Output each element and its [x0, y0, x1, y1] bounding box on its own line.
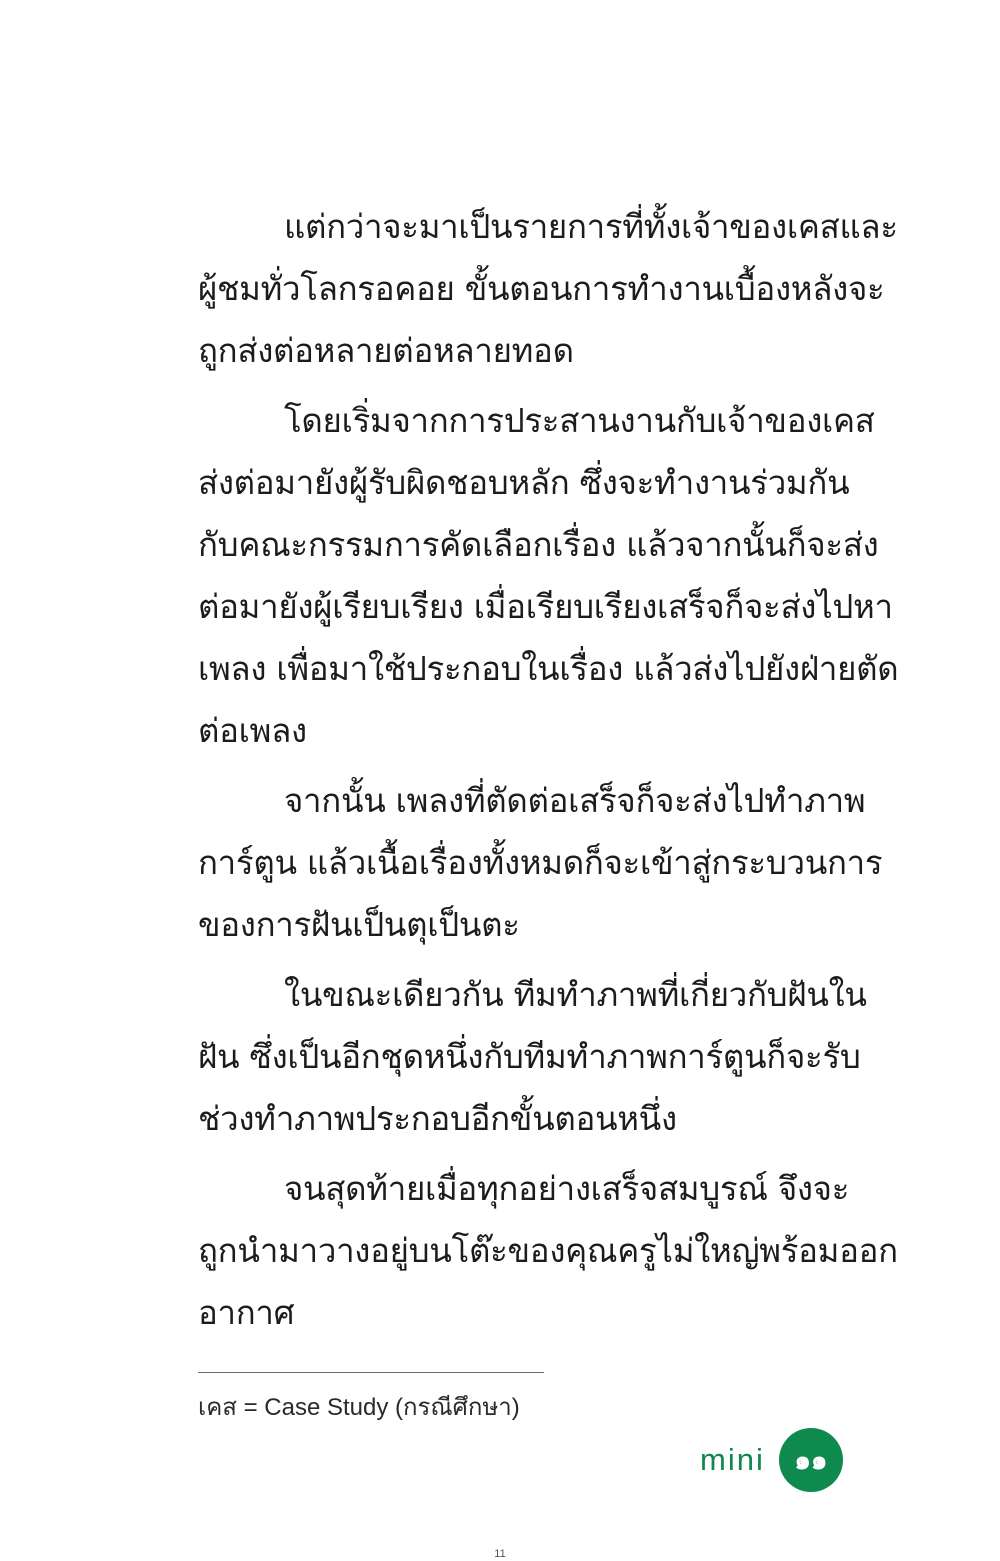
text-line: ต่อมายังผู้เรียบเรียง เมื่อเรียบเรียงเสร็จก็จะส่งไปหา	[198, 587, 893, 626]
footnote-divider	[198, 1372, 544, 1373]
page-number-circle: ๑๑	[779, 1428, 843, 1492]
paragraph-2	[198, 390, 899, 762]
text-line: ผู้ชมทั่วโลกรอคอย ขั้นตอนการทำงานเบื้องหลังจะ	[198, 269, 885, 308]
text-line: เพลง เพื่อมาใช้ประกอบในเรื่อง แล้วส่งไปยังฝ่ายตัด	[198, 649, 899, 688]
text-line: ถูกส่งต่อหลายต่อหลายทอด	[198, 331, 574, 370]
text-line: ต่อเพลง	[198, 711, 307, 750]
text-line: จนสุดท้ายเมื่อทุกอย่างเสร็จสมบูรณ์ จึงจะ	[284, 1169, 850, 1208]
text-line: จากนั้น เพลงที่ตัดต่อเสร็จก็จะส่งไปทำภาพ	[284, 781, 866, 820]
mini-label: mini	[700, 1442, 765, 1477]
text-line: กับคณะกรรมการคัดเลือกเรื่อง แล้วจากนั้นก็จะส่ง	[198, 525, 879, 564]
paragraph-3	[198, 770, 883, 956]
page-number-badge	[700, 1428, 843, 1492]
text-line: ส่งต่อมายังผู้รับผิดชอบหลัก ซึ่งจะทำงานร่วมกัน	[198, 463, 850, 502]
text-line: ของการฝันเป็นตุเป็นตะ	[198, 905, 520, 944]
text-line: การ์ตูน แล้วเนื้อเรื่องทั้งหมดก็จะเข้าสู่กระบวนการ	[198, 843, 883, 882]
paragraph-1	[198, 196, 898, 382]
footnote: เคส = Case Study (กรณีศึกษา)	[198, 1394, 520, 1421]
text-line: ถูกนำมาวางอยู่บนโต๊ะของคุณครูไม่ใหญ่พร้อมออก	[198, 1231, 898, 1270]
folio-number: 11	[494, 1548, 506, 1560]
paragraph-4	[198, 964, 867, 1150]
body-text	[198, 196, 899, 1352]
paragraph-5	[198, 1158, 898, 1344]
text-line: ช่วงทำภาพประกอบอีกขั้นตอนหนึ่ง	[198, 1099, 677, 1138]
text-line: ในขณะเดียวกัน ทีมทำภาพที่เกี่ยวกับฝันใน	[284, 975, 867, 1014]
text-line: โดยเริ่มจากการประสานงานกับเจ้าของเคส	[284, 401, 875, 440]
text-line: แต่กว่าจะมาเป็นรายการที่ทั้งเจ้าของเคสและ	[284, 207, 898, 246]
text-line: อากาศ	[198, 1293, 295, 1332]
text-line: ฝัน ซึ่งเป็นอีกชุดหนึ่งกับทีมทำภาพการ์ตูนก็จะรับ	[198, 1037, 861, 1076]
